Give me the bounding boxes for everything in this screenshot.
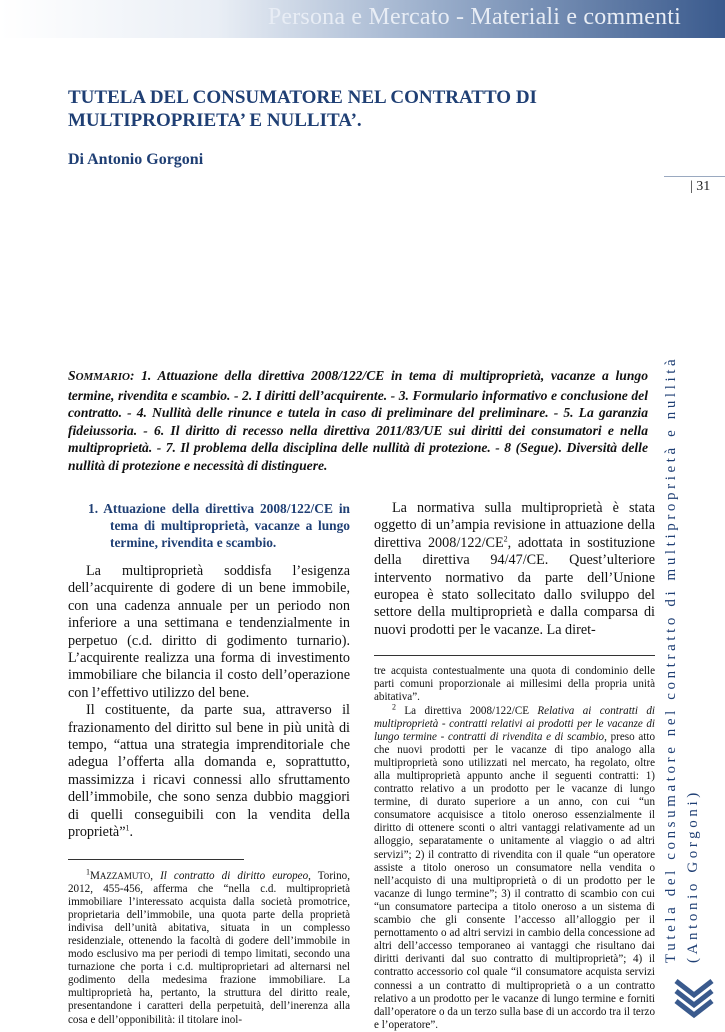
article-title: TUTELA DEL CONSUMATORE NEL CONTRATTO DI MULTIPROPRIETA’ E NULLITA’.	[68, 87, 537, 131]
footnote-rule-right	[374, 655, 655, 656]
footnote-2-title: Relativa ai contratti di multiproprietà - contratti relativi ai prodotti per le vacanze di lungo termine - contratti di rivendita e di scambio	[374, 704, 655, 743]
footnote-1	[68, 866, 350, 1027]
footnote-2	[374, 701, 655, 1032]
paragraph-1: La multiproprietà soddisfa l’esigenza dell’acquirente di godere di un bene immobile, con una cadenza annuale per un periodo non inferiore a una settimana e tendenzialmente in perpetuo (c.d. diritto di godimento turnario). L’acquirente realizza una forma di investimento immobiliare che bilancia il costo dell’operazione con l’effettivo utilizzo del bene.	[68, 563, 350, 701]
footnote-ref-2[interactable]: 2	[503, 534, 508, 544]
side-author-line: (Antonio Gorgoni)	[685, 789, 701, 963]
paragraph-2	[68, 702, 350, 841]
footnote-1-number: 1	[86, 866, 90, 876]
article-author: Di Antonio Gorgoni	[68, 151, 204, 168]
chevron-down-icon	[672, 975, 716, 1019]
section-heading: 1. Attuazione della direttiva 2008/122/CE in tema di multiproprietà, vacanze a lungo termine, rivendita e scambio.	[88, 501, 350, 550]
right-column	[374, 500, 655, 1032]
footnote-1-sep: ,	[150, 869, 161, 882]
footnote-2-number: 2	[392, 701, 396, 711]
footnote-1-author-initial: M	[90, 869, 100, 882]
side-title-line: Tutela del consumatore nel contratto di multiproprietà e nullità	[663, 355, 679, 963]
footnote-1-author-rest: AZZAMUTO	[99, 870, 151, 881]
summary	[68, 367, 648, 475]
footnote-1-title: Il contratto di diritto europeo	[160, 869, 309, 882]
left-column	[68, 500, 350, 1027]
footnote-2-text-b: , preso atto che nuovi prodotti per le vacanze di tipo analogo alla multiproprietà sono utilizzati nel mercato, ha regolato, oltre alla multiproprietà appunto anche il seguenti contratti: 1) contratto relativo a un prodotto per le vacanze di lungo termine, di durato superiore a un anno, con cui “un consumatore acquisisce a titolo oneroso essenzialmente il diritto di ottenere sconti o altri vantaggi relativamente ad un alloggio, separatamente o unitamente al viaggio o ad altri servizi”; 2) il contratto di rivendita con il quale “un operatore assiste a titolo oneroso un consumatore nella vendita o nell’acquisto di una multiproprietà o di un prodotto per le vacanze di lungo termine”; 3) il contratto di scambio con cui “un consumatore partecipa a titolo oneroso a un sistema di scambio che gli consente l’accesso all’alloggio per il pernottamento o ad altri servizi in cambio della concessione ad altri dell’accesso temporaneo ai vantaggi che risultano dai diritti derivanti dal suo contratto di multiproprietà”; 4) il contratto accessorio col quale “il consumatore acquista servizi connessi a un contratto di multiproprietà o a un contratto relativo a un prodotto per le vacanze di lungo termine e forniti dall’operatore o da un terzo sulla base di un accordo tra il terzo e l’operatore”.	[374, 730, 655, 1031]
header-bar	[0, 0, 725, 38]
footnote-ref-1[interactable]: 1	[125, 823, 130, 833]
footnote-1-text: , Torino, 2012, 455-456, afferma che “nella c.d. multiproprietà immobiliare l’interessato acquista dalla società promotrice, proprietaria dell’immobile, una quota parte della proprietà indivisa dell’unità abitativa, situata in un complesso residenziale, ottenendo la facoltà di godere dell’immobile in modo esclusivo ma per periodi di tempo limitati, secondo una turnazione che porta i c.d. multiproprietari ad alternarsi nel godimento della medesima frazione immobiliare. La multiproprietà ha, pertanto, la struttura del diritto reale, presentandone i caratteri della perpetuità, dell’inerenza alla cosa e dell’opponibilità: il titolare inol-	[68, 869, 350, 1026]
journal-title: Persona e Mercato - Materiali e commenti	[267, 4, 681, 30]
footnote-rule	[68, 859, 244, 860]
side-running-title	[660, 343, 715, 963]
summary-label-initial: S	[68, 368, 76, 383]
paragraph-2-text: Il costituente, da parte sua, attraverso il frazionamento del diritto sul bene in più unità di tempo, “attua una strategia imprenditoriale che adegua l’offerta alla domanda e, soprattutto, massimizza i ricavi connessi allo sfruttamento dell’immobile, che sono senza dubbio maggiori di quelli conseguibili con la vendita della proprietà”	[68, 702, 350, 841]
footnote-2-text-a: La direttiva 2008/122/CE	[396, 704, 538, 717]
summary-label-rest: OMMARIO	[75, 371, 130, 383]
page-number-rule	[664, 176, 725, 177]
page-number: | 31	[690, 179, 711, 194]
paragraph-3	[374, 500, 655, 639]
paragraph-3-rest: , adottata in sostituzione della direttiva 94/47/CE. Quest’ulteriore intervento normativo da parte dell’Unione europea è stato sollecitato dallo sviluppo del settore della multiproprietà e dalla comparsa di nuovi prodotti per le vacanze. La diret-	[374, 534, 655, 638]
paragraph-2-end: .	[129, 824, 134, 841]
paragraph-3-text: La normativa sulla multiproprietà è stata oggetto di un’ampia revisione in attuazione della direttiva 2008/122/CE	[374, 500, 655, 551]
summary-text: : 1. Attuazione della direttiva 2008/122/CE in tema di multiproprietà, vacanze a lungo termine, rivendita e scambio. - 2. I diritti dell’acquirente. - 3. Formulario informativo e conclusione del contratto. - 4. Nullità delle rinunce e tutela in caso di preliminare del preliminare. - 5. La garanzia fideiussoria. - 6. Il diritto di recesso nella direttiva 2011/83/UE sui diritti dei consumatori e nella multiproprietà. - 7. Il problema della disciplina delle nullità di protezione. - 8 (Segue). Diversità delle nullità di protezione e necessità di distinguere.	[68, 368, 648, 473]
footnote-1-continuation: tre acquista contestualmente una quota di condominio delle parti comuni proporzionale ai millesimi della propria unità abitativa”.	[374, 665, 655, 704]
